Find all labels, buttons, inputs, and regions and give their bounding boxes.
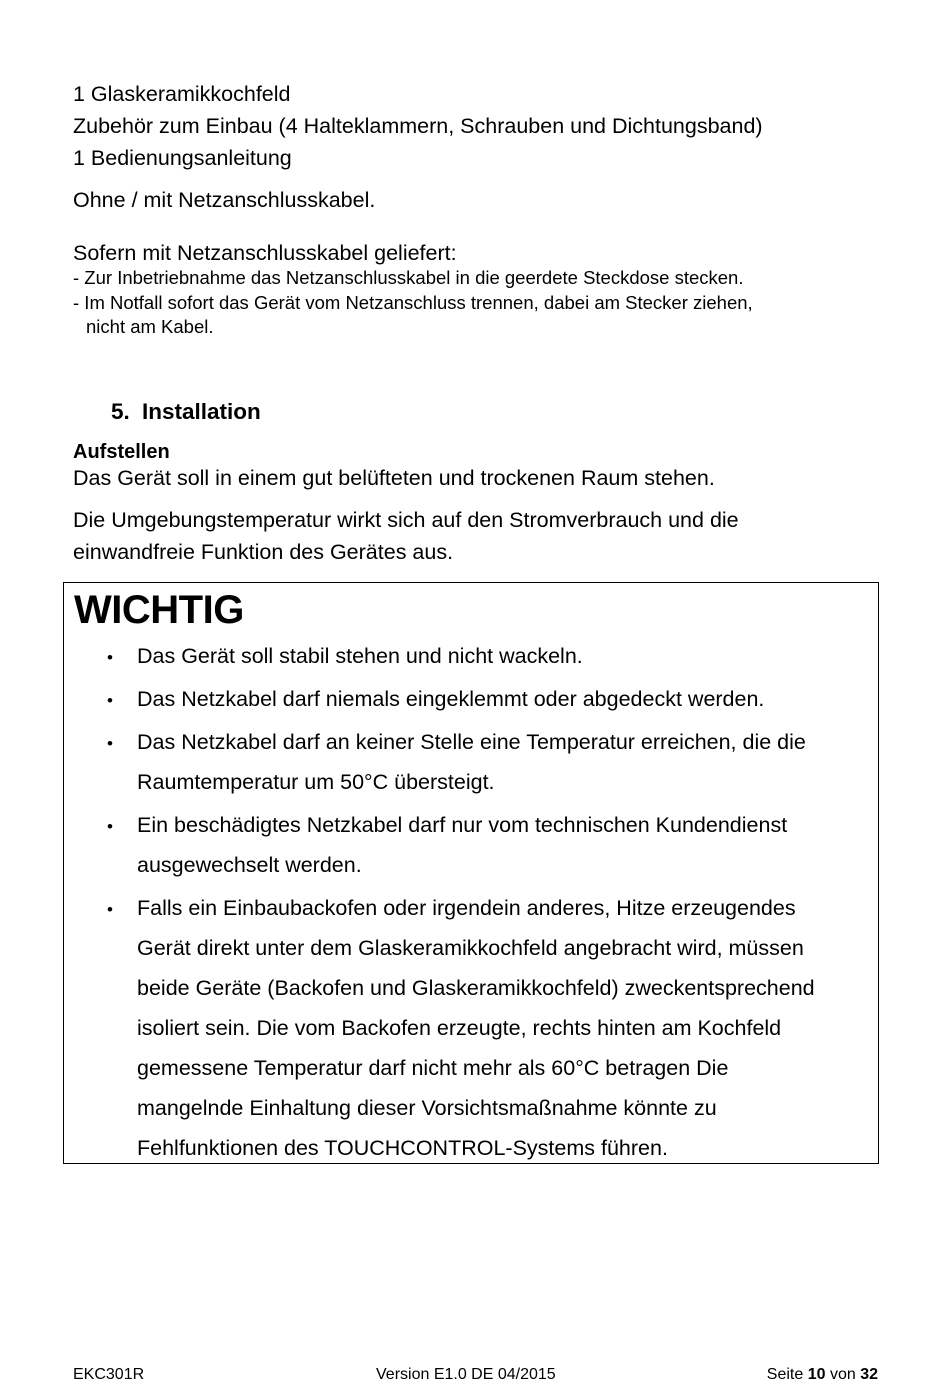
warning-bullet-text: Das Gerät soll stabil stehen und nicht wackeln.	[137, 644, 583, 668]
warning-bullet-text: gemessene Temperatur darf nicht mehr als 60°C betragen Die	[137, 1056, 729, 1080]
temperature-paragraph-line-1: Die Umgebungstemperatur wirkt sich auf den Stromverbrauch und die	[73, 508, 739, 532]
placement-paragraph: Das Gerät soll in einem gut belüfteten und trockenen Raum stehen.	[73, 466, 715, 490]
cable-point-emergency-cont: nicht am Kabel.	[86, 316, 214, 337]
warning-bullet-text: Raumtemperatur um 50°C übersteigt.	[137, 770, 495, 794]
cable-note: Ohne / mit Netzanschlusskabel.	[73, 188, 376, 212]
subheading-aufstellen: Aufstellen	[73, 441, 170, 463]
warning-box	[63, 582, 879, 1164]
cable-point-emergency: - Im Notfall sofort das Gerät vom Netzanschluss trennen, dabei am Stecker ziehen,	[73, 292, 753, 313]
temperature-paragraph-line-2: einwandfreie Funktion des Gerätes aus.	[73, 540, 454, 564]
section-heading	[111, 401, 261, 424]
section-title: Installation	[142, 399, 261, 424]
cable-intro: Sofern mit Netzanschlusskabel geliefert:	[73, 241, 457, 265]
warning-title: WICHTIG	[74, 588, 244, 632]
contents-item-cooktop: 1 Glaskeramikkochfeld	[73, 82, 291, 106]
footer-page-prefix: Seite	[766, 1366, 804, 1383]
footer-model: EKC301R	[73, 1366, 145, 1383]
warning-bullet-text: Gerät direkt unter dem Glaskeramikkochfeld angebracht wird, müssen	[137, 936, 804, 960]
footer-page-current: 10	[807, 1366, 826, 1383]
bullet-dot: •	[107, 900, 113, 919]
bullet-dot: •	[107, 691, 113, 710]
warning-bullet-text: Das Netzkabel darf niemals eingeklemmt oder abgedeckt werden.	[137, 687, 765, 711]
bullet-dot: •	[107, 648, 113, 667]
footer-page-total: 32	[860, 1366, 878, 1383]
warning-bullet-text: Falls ein Einbaubackofen oder irgendein anderes, Hitze erzeugendes	[137, 896, 796, 920]
warning-bullet-text: beide Geräte (Backofen und Glaskeramikkochfeld) zweckentsprechend	[137, 976, 815, 1000]
warning-bullet-text: mangelnde Einhaltung dieser Vorsichtsmaßnahme könnte zu	[137, 1096, 717, 1120]
bullet-dot: •	[107, 817, 113, 836]
warning-bullet-text: Ein beschädigtes Netzkabel darf nur vom technischen Kundendienst	[137, 813, 788, 837]
section-number: 5.	[111, 399, 130, 424]
contents-item-accessories: Zubehör zum Einbau (4 Halteklammern, Schrauben und Dichtungsband)	[73, 114, 763, 138]
warning-bullet-text: ausgewechselt werden.	[137, 853, 362, 877]
footer-page-number	[767, 1367, 878, 1383]
warning-bullet-text: Das Netzkabel darf an keiner Stelle eine Temperatur erreichen, die die	[137, 730, 806, 754]
bullet-dot: •	[107, 734, 113, 753]
contents-item-manual: 1 Bedienungsanleitung	[73, 146, 292, 170]
cable-point-plug-in: - Zur Inbetriebnahme das Netzanschlusskabel in die geerdete Steckdose stecken.	[73, 267, 744, 288]
warning-bullet-text: isoliert sein. Die vom Backofen erzeugte, rechts hinten am Kochfeld	[137, 1016, 782, 1040]
footer-version: Version E1.0 DE 04/2015	[376, 1366, 556, 1383]
footer-page-sep: von	[829, 1366, 856, 1383]
warning-bullet-text: Fehlfunktionen des TOUCHCONTROL-Systems führen.	[137, 1136, 668, 1160]
